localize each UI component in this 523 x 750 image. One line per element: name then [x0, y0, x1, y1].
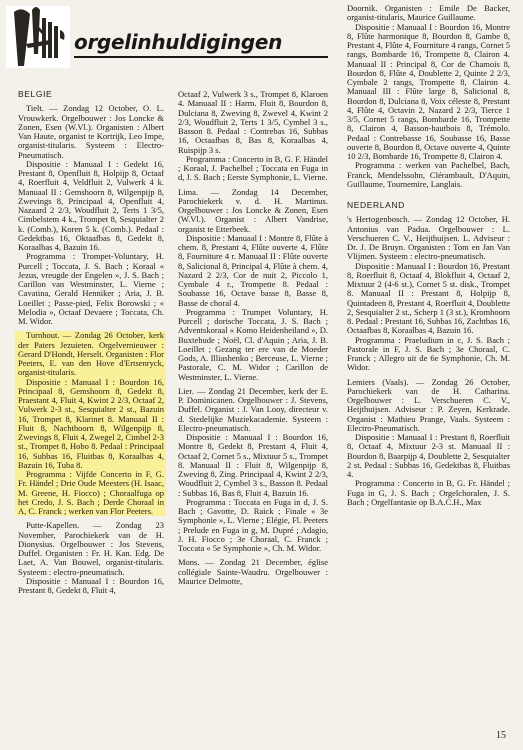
mons-intro: Mons. — Zondag 21 December, église collégiale Sainte-Waudru. Orgelbouwer : Maurice Delmotte, — [178, 557, 328, 586]
entry-lier — [178, 387, 328, 554]
tielt-dispositie: Dispositie : Manuaal I : Gedekt 16, Prestant 8, Openfluit 8, Holpijp 8, Octaaf 4, Roerfluit 4, Veldfluit 2, Vulwerk 4 k. Manuaal II : Gemshoorn 8, Wilgenpijp 8, Zwevings 8, Principaal 4, Openfluit 4, Nazaard 2 2/3, Woudfluit 2, Terts 1 3/5, Cimbelstem 4 k., Trompet 8, Sesquialter 2 k. (Comb.), Koren 5 k. (Comb.). Pedaal : Gedektbas 16, Oktaafbas 8, Gedekt 8, Koraalbas 4, Bazuin 16. — [18, 158, 164, 252]
lemiers-dispositie: Dispositie : Manuaal I : Prestant 8, Roerfluit 8, Octaaf 4, Mixtuur 2-3 st. Manuaal II : Bourdon 8, Baarpijp 4, Doublette 2, Sesquialter 2 st. Pedaal : Subbas 16, Gedektbas 8, Fluitbas 4. — [347, 432, 510, 479]
putte-programma: Programma : Concerto in B, G. F. Händel ; Koraal, J. Pachelbel ; Toccata en Fuga in d, J. S. Bach ; Eerste Symphonie, L. Vierne. — [178, 153, 328, 183]
entry-putte-kapellen — [18, 521, 164, 595]
entry-lemiers — [347, 378, 510, 508]
section-heading-nederland: NEDERLAND — [347, 200, 405, 210]
organ-pipes-logo-icon — [6, 4, 76, 70]
lima-programma: Programma : Trumpet Voluntary, H. Purcell ; dorische Toccata, J. S. Bach ; Adventskoraal « Komo Heidenheiland », D. Buxtehude ; Noël, Cl. d'Aquin ; Aria, J. B. Loeillet ; Gezang ter ere van de Moeder Gods, A. Illiashenko ; Berceuse, L. Vierne ; Pastorale, C. M. Widor ; Carillon de Westminster, L. Vierne. — [178, 306, 328, 382]
column-2 — [178, 90, 328, 586]
page-number: 15 — [496, 730, 506, 741]
mons-dispositie: Dispositie : Manuaal I : Bourdon 16, Montre 8, Flûte harmonique 8, Bourdon 8, Gambe 8, Prestant 4, Flûte 4, Fourniture 4 rangs, Cornet 5 rangs, Bombarde 16, Trompette 8, Clairon 4. Manuaal II : Principal 8, Cor de Chamois 8, Bourdon 8, Flûte 4, Doublette 2, Quinte 2 2/3, Cymbale 2 rangs, Trompette 8, Clairon 4. Manuaal III : Flûte large 8, Salicional 8, Bourdon 8, Dulciana 8, Voix céleste 8, Prestant 4, Flûte 4, Octavin 2, Nazard 2 2/3, Tierce 1 3/5, Cornet 5 rangs, Bombarde 16, Trompette 8, Clairon 4, Basson-hautbois 8, Trémolo. Pedaal : Contrebasse 16, Soubasse 16, Basse ouverte 8, Bourdon 8, Octave ouverte 4, Quinte 10 2/3, Bombarde 16, Trompette 8, Clairon 4. — [347, 21, 510, 161]
putte-intro: Putte-Kapellen. — Zondag 23 November, Parochiekerk van de H. Dionysius. Orgelbouwer : Jos Stevens, Duffel. Organisten : Fr. H. Kan. Edg. De Laet, A. Van Bouwel, organist-titularis. Systeem : electro-pneumatisch. — [18, 520, 164, 577]
entry-lima — [178, 188, 328, 382]
entry-tielt — [18, 104, 164, 326]
tielt-intro: Tielt. — Zondag 12 October, O. L. Vrouwkerk. Orgelbouwer : Jos Loncke & Zonen, Esen (W.Vl.). Organisten : Albert Van Haute, organist te Kortrijk, Leo Impe, organist-titularis. Systeem : Electro-Pneumatisch. — [18, 103, 164, 160]
hertogenbosch-programma: Programma : Praeludium in c, J. S. Bach ; Pastorale in F, J. S. Bach ; 3e Choraal, C. Franck ; Allegro uit de 6e Symphonie, Ch. M. Widor. — [347, 334, 510, 373]
lemiers-intro: Lemiers (Vaals). — Zondag 26 October, Parochiekerk van de H. Catharina. Orgelbouwer : L. Verschueren C. V., Heijthuijsen. Adviseur : P. Zeyen, Kerkrade. Organist : Mathieu Prange, Vaals. Systeem : Electro-Pneumatisch. — [347, 376, 510, 433]
entry-mons — [178, 558, 328, 586]
putte-dispositie-cont: Octaaf 2, Vulwerk 3 s., Trompet 8, Klaroen 4. Manuaal II : Harm. Fluit 8, Bourdon 8, Dulciana 8, Zweving 8, Zwevel 4, Kwint 2 2/3, Woudfluit 2, Terts 1 3/5, Cymbel 3 s., Basson 8. Pedaal : Contrebas 16, Subbas 16, Octaafbas 8, Bas 8, Koraalbas 4, Ruispijp 3 s. — [178, 89, 328, 155]
section-heading-belgie: BELGIE — [18, 89, 53, 99]
column-1 — [18, 90, 164, 595]
turnhout-dispositie: Dispositie : Manuaal I : Bourdon 16, Principaal 8, Gemshoorn 8, Gedekt 8, Praestant 4, Fluit 4, Kwint 2 2/3, Octaaf 2, Vulwerk 2-3 st., Sesquialter 2 st., Bazuin 16, Trompet 8, Klarinet 8. Manuaal II : Fluit 8, Nachthoorn 8, Wilgenpijp 8, Zwevings 8, Fluit 4, Zwegel 2, Cimbel 2-3 st., Trompet 8, Hobo 8. Pedaal : Principaal 16, Subbas 16, Fluitbas 8, Koraalbas 4, Bazuin 16, Tuba 8. — [18, 376, 164, 470]
lier-dispositie: Dispositie : Manuaal I : Bourdon 16, Montre 8, Gedekt 8, Prestant 4, Fluit 4, Octaaf 2, Cornet 5 s., Mixtuur 5 s., Trompet 8. Manuaal II : Fluit 8, Wilgenpijp 8, Zweving 8, Zing. Principaal 4, Kwint 2 2/3, Woudfluit 2, Cymbel 3 s., Basson 8. Pedaal : Subbas 16, Bas 8, Fluit 4, Bazuin 16. — [178, 432, 328, 498]
entry-turnhout-highlighted — [15, 331, 166, 516]
column-3 — [347, 4, 510, 507]
turnhout-programma: Programma : Vijfde Concerto in F, G. Fr. Händel ; Drie Oude Meesters (H. Isaac, M. Greene, H. Fiocco) ; Choraalfuga op het Credo, J. S. Bach ; Derde Choraal in A, C. Franck ; werken van Flor Peeters. — [18, 469, 164, 516]
lemiers-programma: Programma : Concerto in B, G. Fr. Händel ; Fuga in G, J. S. Bach ; Orgelchoralen, J. S. Bach ; Orgelfantasie op B.A.C.H., Max — [347, 478, 510, 507]
entry-hertogenbosch — [347, 215, 510, 372]
mons-intro-cont: Doornik. Organisten : Emile De Backer, organist-titularis, Maurice Guillaume. — [347, 3, 510, 23]
tielt-programma: Programma : Trompet-Voluntary, H. Purcell ; Toccata, J. S. Bach ; Koraal « Jezus, vreugde der Engelen », J. S. Bach ; Carillon van Westminster, L. Vierne ; Cavatina, Gerald Henniker ; Aria, J. B. Loeillet ; Passe-pied, Felix Borowski ; « Melodia », Octaaf Devaere ; Toccata, Ch. M. Widor. — [18, 251, 164, 326]
lier-programma: Programma : Toccata en Fuga in d, J. S. Bach ; Gavotte, D. Raick ; Finale « 3e Symphonie », L. Vierne ; Elégie, Fl. Peeters ; Prelude en Fuga in g, M. Dupré ; Adagio, J. H. Fiocco ; 3e Choraal, C. Franck ; Toccata « 5e Symphonie », Ch. M. Widor. — [178, 496, 328, 553]
hertogenbosch-dispositie: Dispositie : Manuaal I : Bourdon 16, Prestant 8, Roerfluit 8, Octaaf 4, Blokfluit 4, Octaaf 2, Mixtuur 2 (4-6 st.), Cornet 5 st. disk., Trompet 8. Manuaal II : Prestant 8, Holpijp 8, Quintadeen 8, Prestant 4, Roerfluit 4, Doublette 2, Sesquialter 2 st., Scherp 1 (3 st.), Kromhoorn 8. Pedaal : Prestant 16, Subbas 16, Zachtbas 16, Octaafbas 8, Koraalbas 4, Bazuin 16. — [347, 260, 510, 336]
lima-intro: Lima. — Zondag 14 December, Parochiekerk v. d. H. Martinus. Orgelbouwer : Jos Loncke & Zonen, Esen (W.Vl.). Organist : Albert Vandrise, organist te Etterbeek. — [178, 186, 328, 234]
lima-dispositie: Dispositie : Manuaal I : Montre 8, Flûte à chem. 8, Prestant 4, Flûte ouverte 4, Flûte 8, Fourniture 4 r. Manuaal II : Flûte ouverte 8, Salicional 8, Principal 4, Flûte à chem. 4, Nazard 2 2/3, Cor de nuit 2, Piccolo 1, Cymbale 4 r., Trompette 8. Pedaal : Soubasse 16, Octave basse 8, Basse 8, Basse de choral 4. — [178, 232, 328, 308]
mons-programma: Programma : werken van Pachelbel, Bach, Franck, Mendelssohn, Clérambault, D'Aquin, Guillaume, Tournemire, Langlais. — [347, 160, 510, 189]
masthead-rule — [74, 56, 328, 58]
masthead-title: orgelinhuldigingen — [74, 30, 283, 54]
lier-intro: Lier. — Zondag 21 December, kerk der E. P. Dominicanen. Orgelbouwer : J. Stevens, Duffel. Organist : J. Van Looy, directeur v. d. Stedelijke Muziekacademie. Systeem : Electro-pneumatisch. — [178, 385, 328, 433]
turnhout-intro: Turnhout. — Zondag 26 October, kerk der Paters Jezuieten. Orgelvernieuwer : Gerard D'Hondt, Herselt. Organisten : Flor Peeters, E. van den Hove d'Ertsenryck, organist-titularis. — [18, 330, 164, 378]
putte-dispositie: Dispositie : Manuaal I : Bourdon 16, Prestant 8, Gedekt 8, Fluit 4, — [18, 575, 164, 595]
hertogenbosch-intro: 's Hertogenbosch. — Zondag 12 October, H. Antonius van Padua. Orgelbouwer : L. Verschueren C. V., Heijthuijsen. L. Adviseur : Dr. J. De Bruyn. Organisten : Tom en Jan Van Vlijmen. Systeem : electro-pneumatisch. — [347, 214, 510, 262]
